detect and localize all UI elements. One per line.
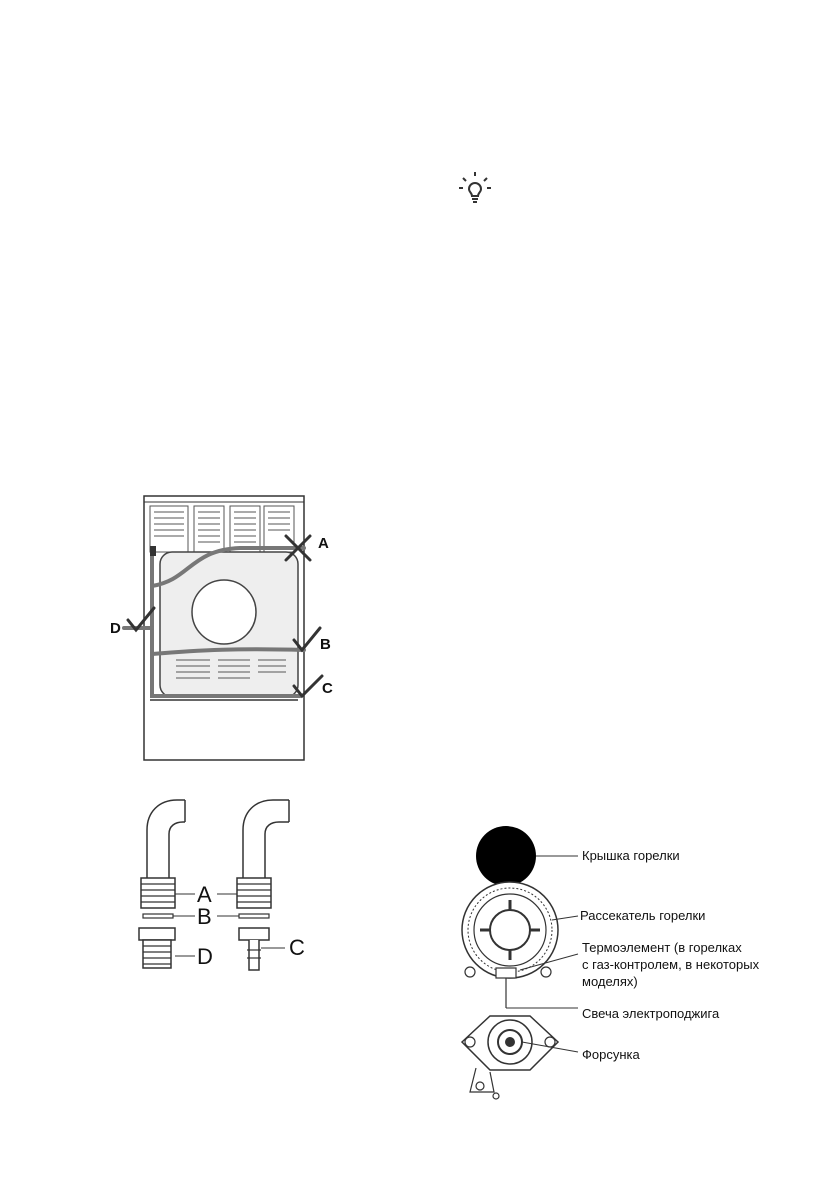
lightbulb-icon [455,170,495,210]
stove-label-a: A [318,535,329,552]
stove-label-c: C [322,680,333,697]
burner-diagram [450,820,830,1110]
burner-diffuser-label: Рассекатель горелки [580,908,706,923]
stove-back-diagram [110,490,350,770]
fitting-label-d: D [197,944,213,969]
fitting-label-c: C [289,935,305,960]
stove-label-b: B [320,636,331,653]
fitting-label-b: B [197,904,212,929]
injector-label: Форсунка [582,1047,640,1062]
thermoelement-label-1: Термоэлемент (в горелках [582,940,742,955]
stove-label-d: D [110,620,121,637]
thermoelement-label-3: моделях) [582,974,638,989]
thermoelement-label-2: с газ-контролем, в некоторых [582,957,760,972]
stove-back-drawing [110,490,350,770]
fittings-diagram [125,790,325,980]
spark-plug-label: Свеча электроподжига [582,1006,720,1021]
burner-cap-label: Крышка горелки [582,848,680,863]
fitting-label-a: A [197,882,212,907]
